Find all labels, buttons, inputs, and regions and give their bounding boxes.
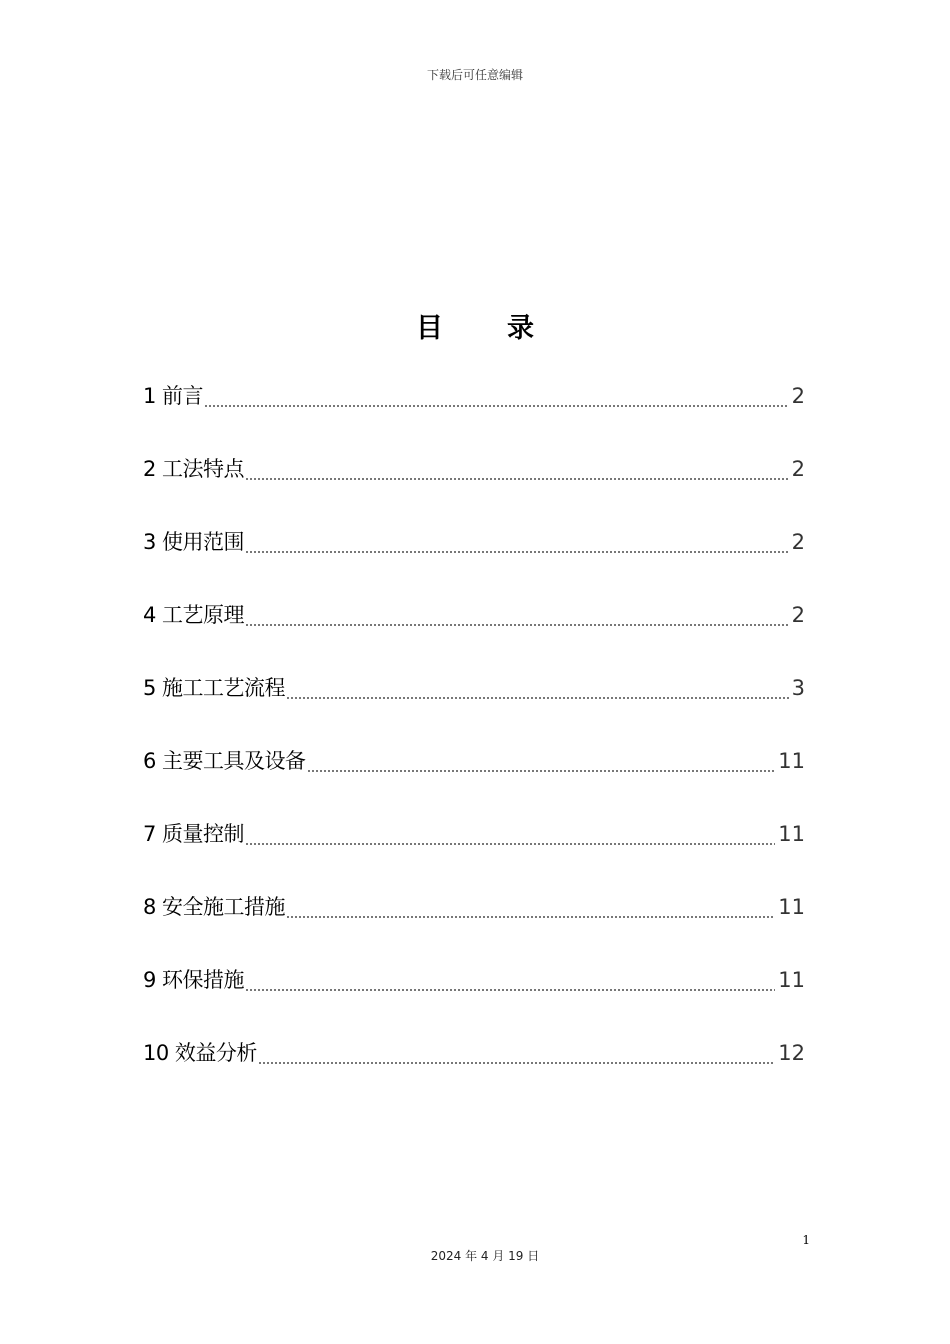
toc-item-tools-equipment[interactable] bbox=[143, 743, 805, 816]
toc-item-preface[interactable] bbox=[143, 378, 805, 451]
toc-title bbox=[0, 306, 950, 345]
toc-item-page: 11 bbox=[778, 968, 805, 992]
toc-leader-dots bbox=[258, 1035, 775, 1071]
footer-date: 2024 年 4 月 19 日 bbox=[430, 1249, 540, 1263]
toc-item-label: 4 工艺原理 bbox=[143, 603, 245, 627]
toc-item-quality-control[interactable] bbox=[143, 816, 805, 889]
toc-item-environmental-measures[interactable] bbox=[143, 962, 805, 1035]
toc-item-label: 2 工法特点 bbox=[143, 457, 245, 481]
toc-item-label: 5 施工工艺流程 bbox=[143, 676, 286, 700]
toc-item-page: 3 bbox=[791, 676, 805, 700]
page-header: 下载后可任意编辑 bbox=[426, 68, 523, 82]
toc-leader-dots bbox=[245, 962, 775, 998]
toc-item-principle[interactable] bbox=[143, 597, 805, 670]
toc-item-page: 2 bbox=[791, 603, 805, 627]
toc-leader-dots bbox=[307, 743, 776, 779]
toc-title-right: 录 bbox=[507, 313, 534, 344]
toc-item-process-flow[interactable] bbox=[143, 670, 805, 743]
toc-item-page: 11 bbox=[778, 895, 805, 919]
toc-item-page: 11 bbox=[778, 749, 805, 773]
page-number: 1 bbox=[802, 1233, 810, 1247]
toc-title-left: 目 bbox=[416, 313, 443, 344]
toc-leader-dots bbox=[286, 889, 775, 925]
toc-item-benefit-analysis[interactable] bbox=[143, 1035, 805, 1108]
table-of-contents bbox=[143, 378, 805, 1108]
toc-item-features[interactable] bbox=[143, 451, 805, 524]
toc-item-page: 11 bbox=[778, 822, 805, 846]
toc-item-label: 1 前言 bbox=[143, 384, 204, 408]
toc-item-label: 3 使用范围 bbox=[143, 530, 245, 554]
toc-item-safety-measures[interactable] bbox=[143, 889, 805, 962]
toc-item-label: 8 安全施工措施 bbox=[143, 895, 286, 919]
toc-leader-dots bbox=[245, 451, 789, 487]
toc-leader-dots bbox=[204, 378, 789, 414]
toc-item-page: 2 bbox=[791, 384, 805, 408]
toc-item-label: 6 主要工具及设备 bbox=[143, 749, 306, 773]
toc-leader-dots bbox=[245, 816, 775, 852]
toc-leader-dots bbox=[245, 597, 789, 633]
toc-item-page: 2 bbox=[791, 530, 805, 554]
toc-item-page: 2 bbox=[791, 457, 805, 481]
toc-item-label: 7 质量控制 bbox=[143, 822, 245, 846]
toc-leader-dots bbox=[245, 524, 789, 560]
toc-item-label: 10 效益分析 bbox=[143, 1041, 257, 1065]
toc-item-label: 9 环保措施 bbox=[143, 968, 245, 992]
toc-item-scope[interactable] bbox=[143, 524, 805, 597]
toc-item-page: 12 bbox=[778, 1041, 805, 1065]
toc-leader-dots bbox=[286, 670, 789, 706]
